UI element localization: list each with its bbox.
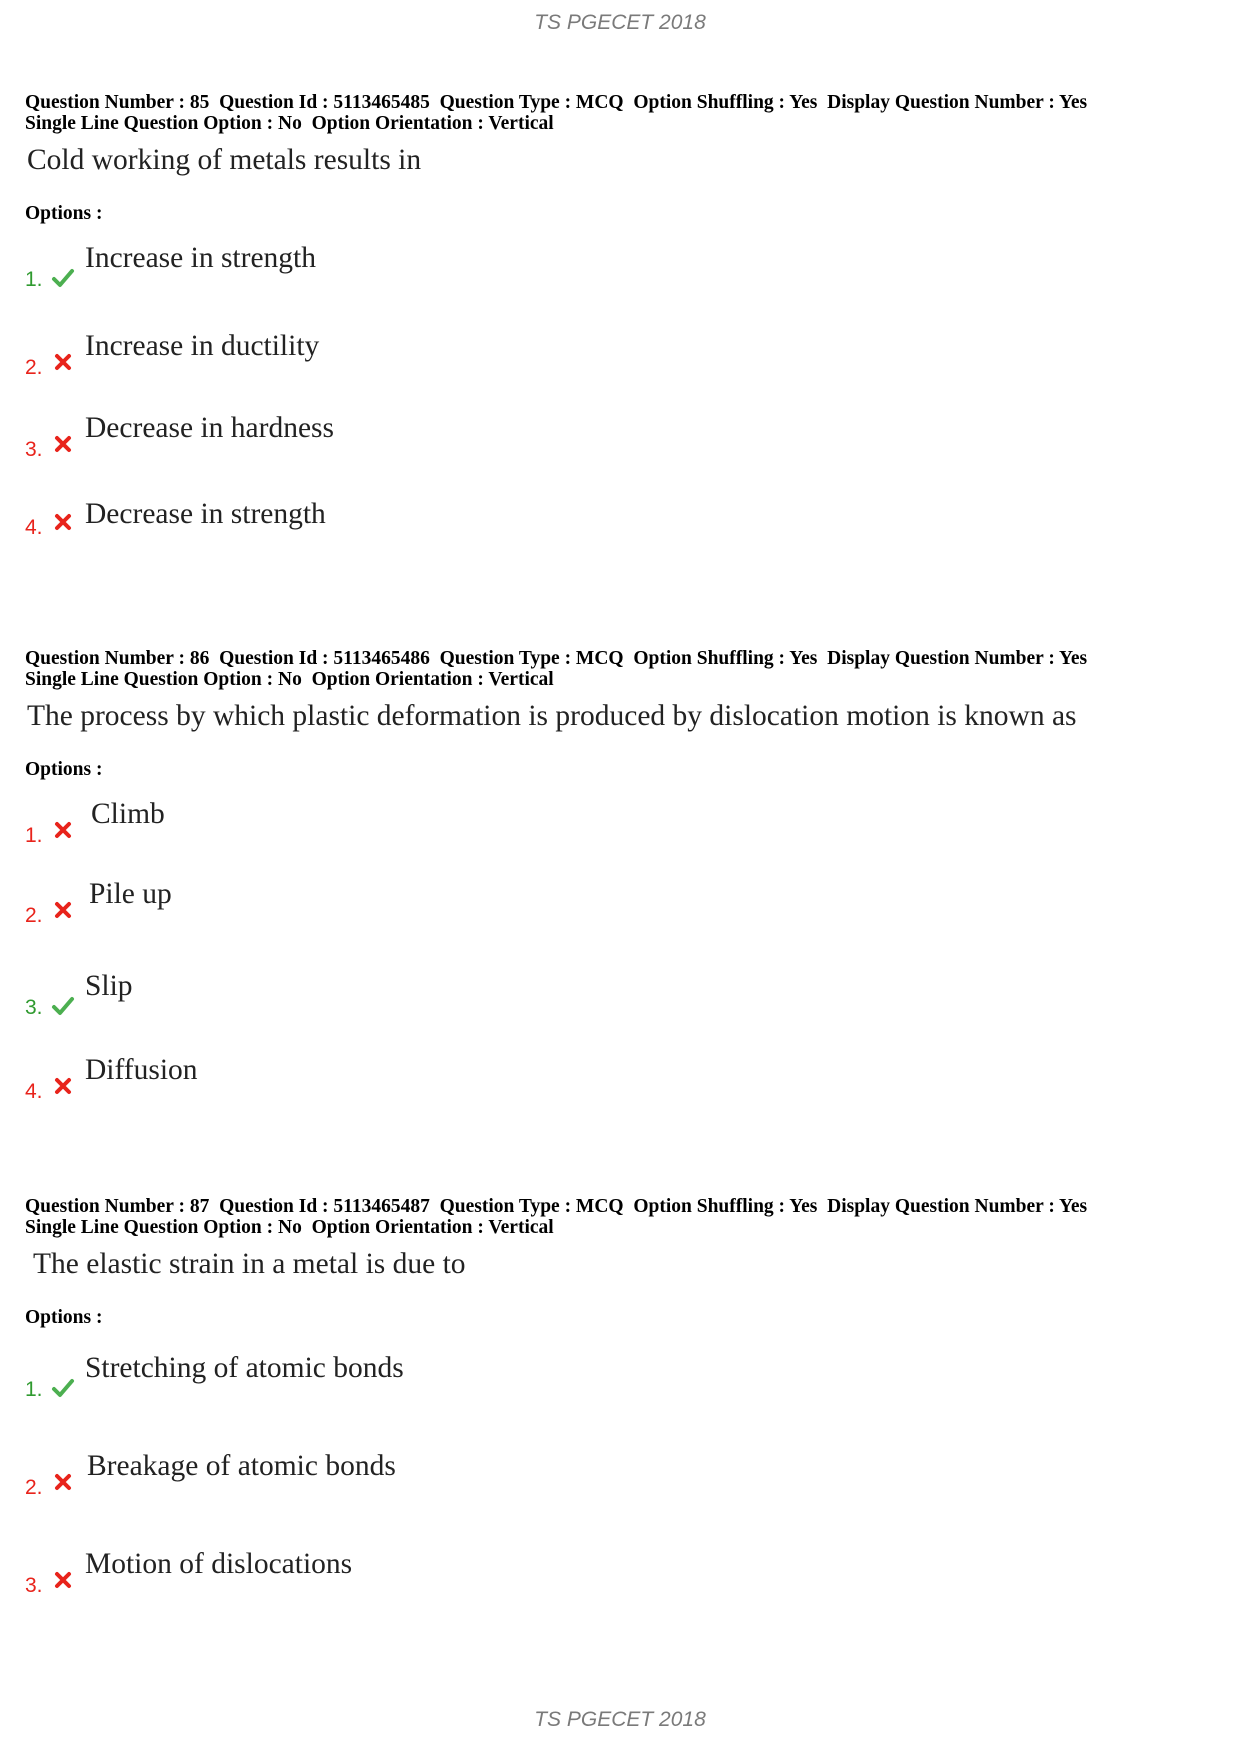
option-3 [25,1548,725,1598]
option-number: 4. [25,1080,43,1103]
question-meta-line2: Single Line Question Option : No Option Orientation : Vertical [25,1217,554,1238]
question-text: The process by which plastic deformation is produced by dislocation motion is known as [27,700,1077,732]
option-number: 4. [25,516,43,539]
option-text: Decrease in strength [85,498,326,530]
question-text: Cold working of metals results in [27,144,422,176]
option-text: Climb [91,798,165,830]
option-4 [25,1054,725,1104]
cross-icon [51,898,75,922]
option-number: 2. [25,356,43,379]
option-text: Increase in ductility [85,330,320,362]
option-text: Diffusion [85,1054,198,1086]
cross-icon [51,350,75,374]
option-number: 2. [25,1476,43,1499]
option-text: Decrease in hardness [85,412,334,444]
option-number: 3. [25,438,43,461]
question-block-87 [25,1196,1225,1597]
cross-icon [51,1568,75,1592]
option-text: Pile up [89,878,172,910]
question-meta-line1: Question Number : 85 Question Id : 5113465485 Question Type : MCQ Option Shuffling : Yes Display Question Number : Yes [25,92,1088,113]
option-1 [25,798,725,848]
option-2 [25,878,725,928]
option-2 [25,1450,725,1500]
question-meta-line1: Question Number : 86 Question Id : 5113465486 Question Type : MCQ Option Shuffling : Yes Display Question Number : Yes [25,648,1088,669]
option-number: 1. [25,1378,43,1401]
cross-icon [51,1470,75,1494]
option-number: 1. [25,824,43,847]
option-number: 3. [25,1574,43,1597]
option-text: Breakage of atomic bonds [87,1450,396,1482]
option-4 [25,490,725,540]
question-block-86 [25,648,1225,1103]
check-icon [51,266,75,290]
page-header: TS PGECET 2018 [534,11,706,34]
option-text: Increase in strength [85,242,316,274]
options-label: Options : [25,203,103,224]
option-2 [25,330,725,380]
option-1 [25,1352,725,1402]
option-3 [25,970,725,1020]
question-meta-line2: Single Line Question Option : No Option Orientation : Vertical [25,669,554,690]
option-number: 1. [25,268,43,291]
cross-icon [51,432,75,456]
question-text: The elastic strain in a metal is due to [33,1248,466,1280]
option-number: 3. [25,996,43,1019]
option-3 [25,412,725,462]
option-text: Slip [85,970,133,1002]
check-icon [51,994,75,1018]
options-label: Options : [25,1307,103,1328]
page-footer: TS PGECET 2018 [534,1708,706,1731]
option-1 [25,242,725,292]
option-number: 2. [25,904,43,927]
cross-icon [51,1074,75,1098]
check-icon [51,1376,75,1400]
question-meta-line2: Single Line Question Option : No Option Orientation : Vertical [25,113,554,134]
question-meta-line1: Question Number : 87 Question Id : 5113465487 Question Type : MCQ Option Shuffling : Yes Display Question Number : Yes [25,1196,1088,1217]
cross-icon [51,818,75,842]
option-text: Stretching of atomic bonds [85,1352,404,1384]
question-block-85 [25,92,1225,539]
cross-icon [51,510,75,534]
option-text: Motion of dislocations [85,1548,353,1580]
options-label: Options : [25,759,103,780]
